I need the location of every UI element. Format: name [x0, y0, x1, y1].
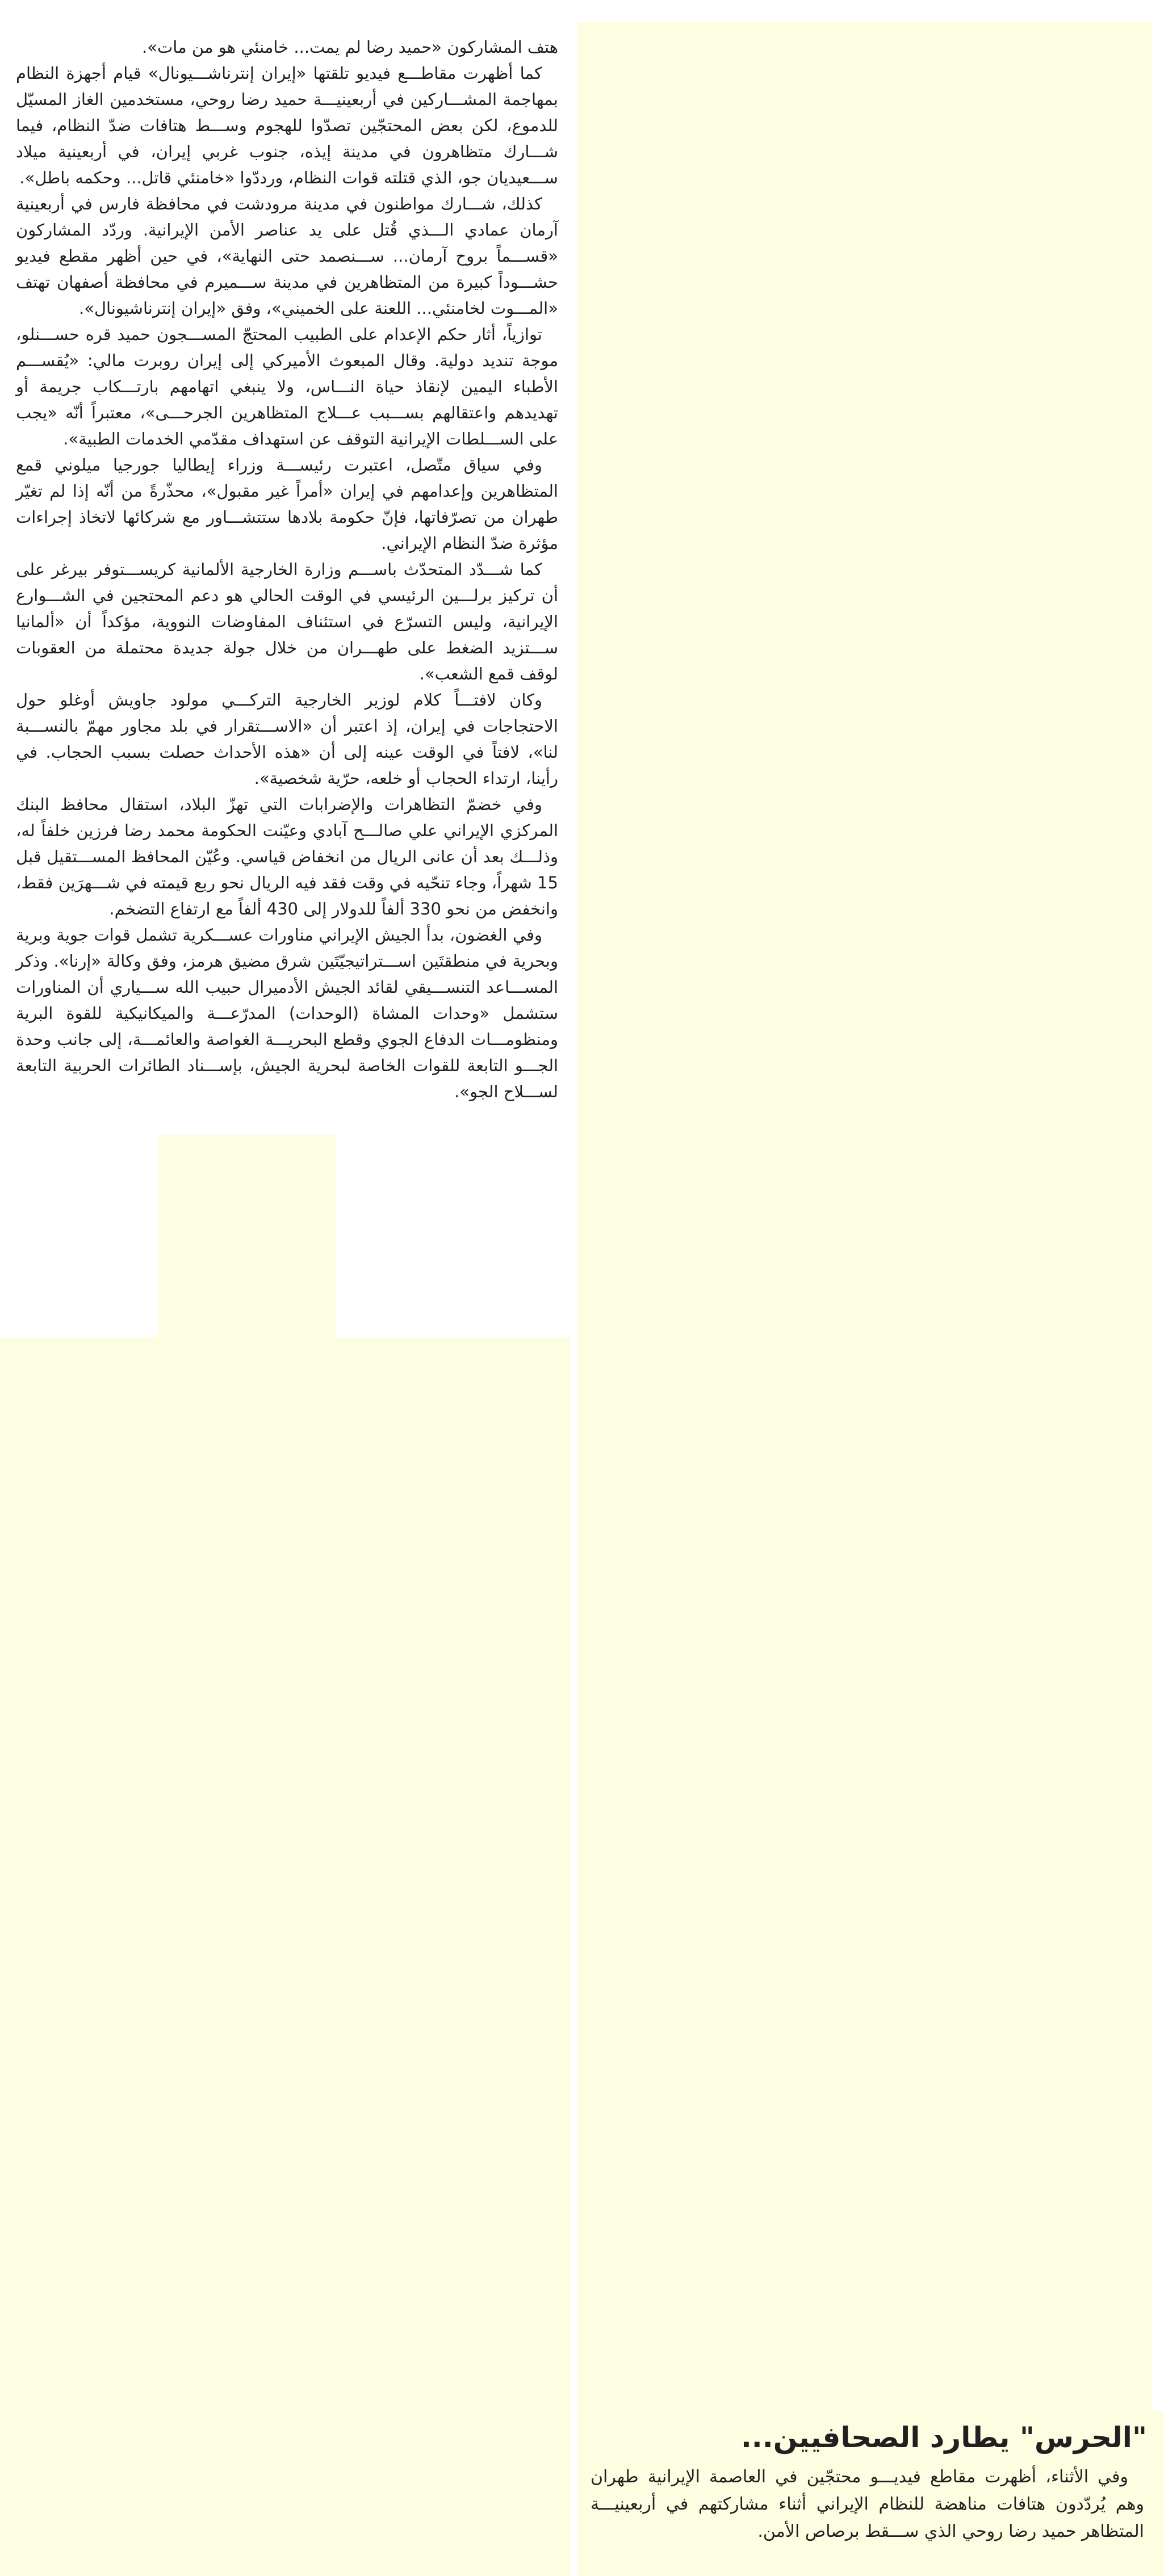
highlight-left-top-strip: [158, 1135, 336, 1340]
highlight-left-bottom: [0, 1337, 571, 2576]
highlight-right-column: [577, 22, 1152, 2410]
article-paragraph: وفي سياق متّصل، اعتبرت رئيســـة وزراء إيطاليا جورجيا ميلوني قمع المتظاهرين وإعدامهم في إيران «أمراً غير مقبول»، محذّرةً من أنّه إذا لم تغيّر طهران من تصرّفاتها، فإنّ حكومة بلادها ستتشـــاور مع شركائها لاتخاذ إجراءات مؤثرة ضدّ النظام الإيراني.: [16, 455, 558, 553]
sidebar-paragraph: وفي الأثناء، أظهرت مقاطع فيديـــو محتجّين في العاصمة الإيرانية طهران وهم يُردّدون هتافات مناهضة للنظام الإيراني أثناء مشاركتهم في أربعينيـــة المتظاهر حميد رضا روحي الذي ســـقط برصاص الأمن.: [591, 2467, 1144, 2541]
article-body: [16, 34, 558, 1105]
article-paragraph: وفي الغضون، بدأ الجيش الإيراني مناورات عســـكرية تشمل قوات جوية وبرية وبحرية في منطقتَين اســـتراتيجيّتَين شرق مضيق هرمز، وفق وكالة «إرنا». وذكر المســـاعد التنســـيقي لقائد الجيش الأدميرال حبيب الله ســـياري أن المناورات ستشمل «وحدات المشاة (الوحدات) المدرّعـــة والميكانيكية للقوة البرية ومنظومـــات الدفاع الجوي وقطع البحريـــة الغواصة والعائمـــة، إلى جانب وحدة الجـــو التابعة للقوات الخاصة لبحرية الجيش، بإســـناد الطائرات الحربية التابعة لســـلاح الجو».: [16, 925, 558, 1101]
sidebar-body: [591, 2464, 1144, 2545]
article-paragraph: توازياً، أثار حكم الإعدام على الطبيب المحتجّ المســـجون حميد قره حســـنلو، موجة تنديد دولية. وقال المبعوث الأميركي إلى إيران روبرت مالي: «يُقســـم الأطباء اليمين لإنقاذ حياة النـــاس، ولا ينبغي اتهامهم بارتـــكاب جريمة أو تهديدهم واعتقالهم بســـبب عـــلاج المتظاهرين الجرحـــى»، معتبراً أنّه «يجب على الســـلطات الإيرانية التوقف عن استهداف مقدّمي الخدمات الطبية».: [16, 325, 558, 448]
article-paragraph: وكان لافتـــاً كلام لوزير الخارجية التركـــي مولود جاويش أوغلو حول الاحتجاجات في إيران، إذ اعتبر أن «الاســـتقرار في بلد مجاور مهمّ بالنســـبة لنا»، لافتاً في الوقت عينه إلى أن «هذه الأحداث حصلت بسبب الحجاب. في رأينا، ارتداء الحجاب أو خلعه، حرّية شخصية».: [16, 690, 558, 788]
article-paragraph: كذلك، شـــارك مواطنون في مدينة مرودشت في محافظة فارس في أربعينية آرمان عمادي الـــذي قُتل على يد عناصر الأمن الإيرانية. وردّد المشاركون «قســـماً بروح آرمان... ســـنصمد حتى النهاية»، في حين أظهر مقطع فيديو حشـــوداً كبيرة من المتظاهرين في مدينة ســـميرم في محافظة أصفهان تهتف «المـــوت لخامنئي... اللعنة على الخميني»، وفق «إيران إنترناشيونال».: [16, 194, 558, 318]
article-paragraph: وفي خضمّ التظاهرات والإضرابات التي تهزّ البلاد، استقال محافظ البنك المركزي الإيراني علي صالـــح آبادي وعيّنت الحكومة محمد رضا فرزين خلفاً له، وذلـــك بعد أن عانى الريال من انخفاض قياسي. وعُيّن المحافظ المســـتقيل قبل 15 شهراً، وجاء تنحّيه في وقت فقد فيه الريال نحو ربع قيمته في شـــهرَين فقط، وانخفض من نحو 330 ألفاً للدولار إلى 430 ألفاً مع ارتفاع التضخم.: [16, 795, 558, 918]
sidebar-heading: "الحرس" يطارد الصحافيين...: [740, 2421, 1147, 2454]
article-paragraph: كما أظهرت مقاطـــع فيديو تلقتها «إيران إنترناشـــيونال» قيام أجهزة النظام بمهاجمة المشـــاركين في أربعينيـــة حميد رضا روحي، مستخدمين الغاز المسيّل للدموع، لكن بعض المحتجّين تصدّوا للهجوم وســـط هتافات ضدّ النظام، فيما شـــارك متظاهرون في مدينة إيذه، جنوب غربي إيران، في أربعينية ميلاد ســـعيديان جو، الذي قتلته قوات النظام، ورددّوا «خامنئي قاتل... وحكمه باطل».: [16, 64, 558, 187]
article-paragraph: كما شـــدّد المتحدّث باســـم وزارة الخارجية الألمانية كريســـتوفر بيرغر على أن تركيز برلـــين الرئيسي في الوقت الحالي هو دعم المحتجين في الشـــوارع الإيرانية، وليس التسرّع في استئناف المفاوضات النووية، مؤكداً أن «ألمانيا ســـتزيد الضغط على طهـــران من خلال جولة جديدة محتملة من العقوبات لوقف قمع الشعب».: [16, 560, 558, 683]
article-paragraph: هتف المشاركون «حميد رضا لم يمت... خامنئي هو من مات».: [142, 37, 558, 57]
